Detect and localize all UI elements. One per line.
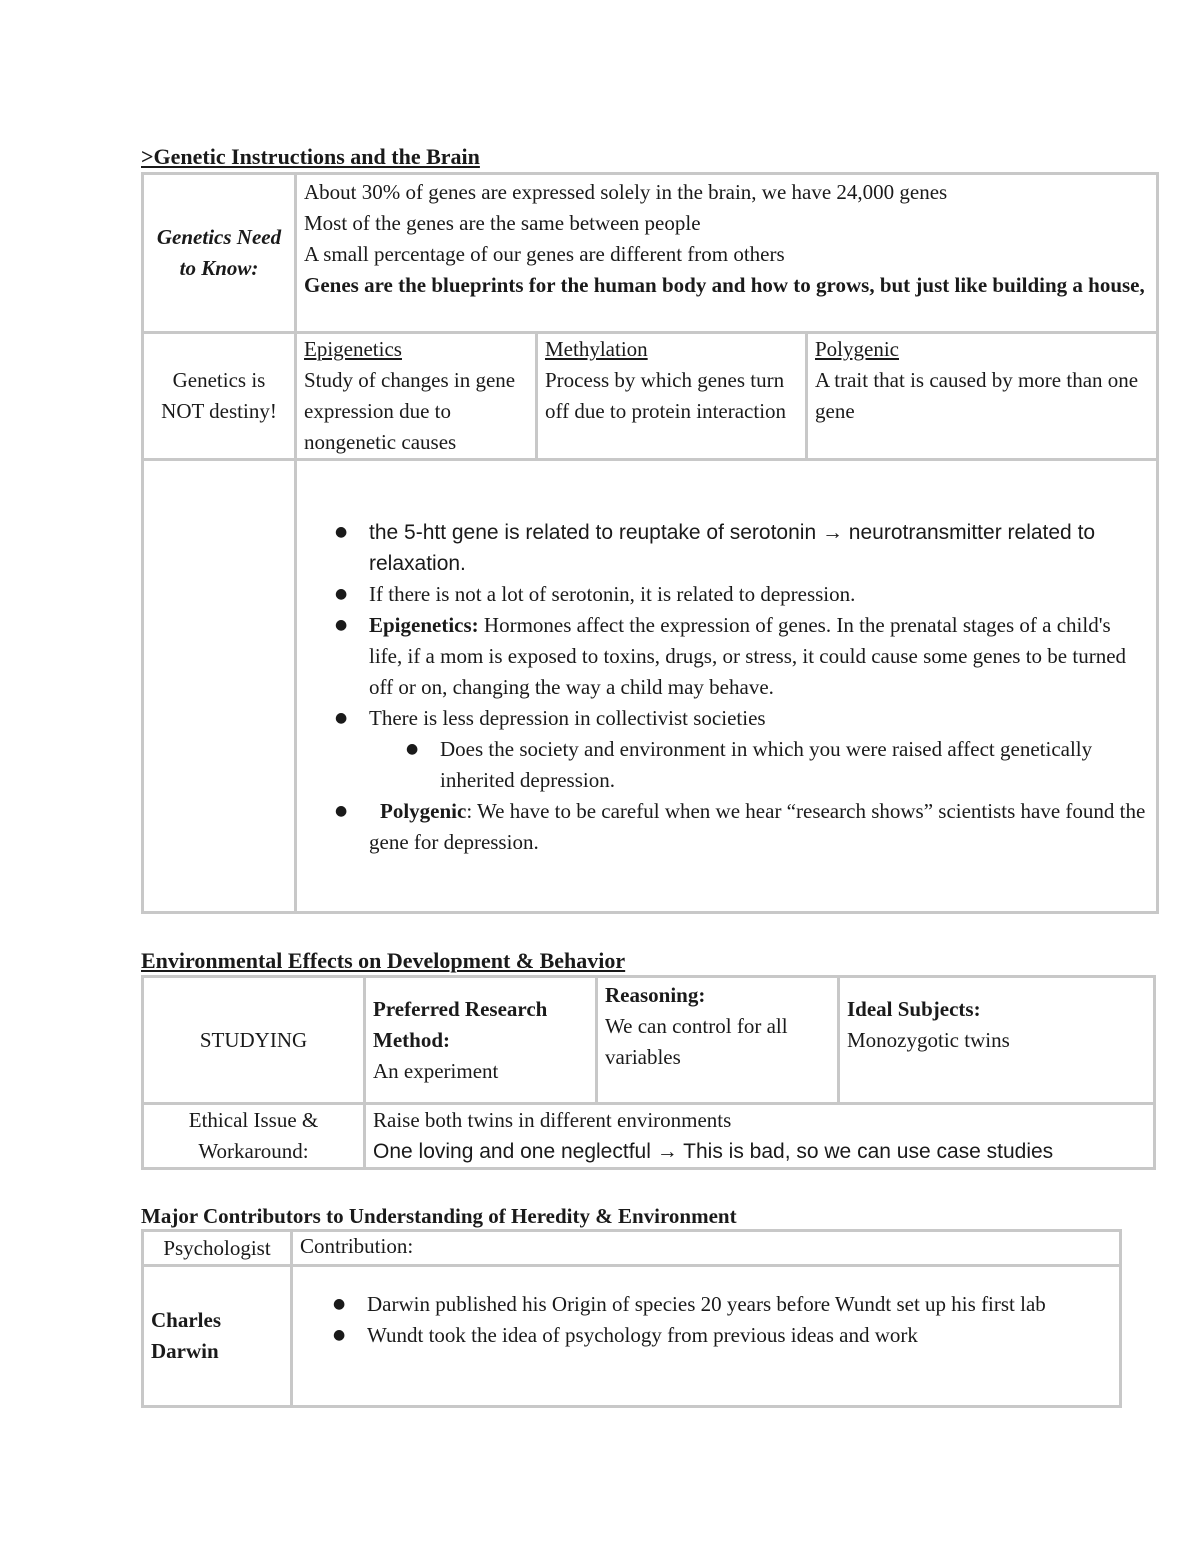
term-methylation-definition: Process by which genes turn off due to protein interaction — [545, 368, 787, 423]
method-title: Preferred Research Method: — [373, 996, 548, 1052]
contribution-list — [333, 1289, 1112, 1351]
list-item: ● Wundt took the idea of psychology from previous ideas and work — [333, 1320, 1112, 1351]
term-polygenic: Polygenic — [815, 337, 899, 361]
subjects-cell — [839, 977, 1155, 1104]
sub-bullet-list — [406, 734, 1149, 796]
list-item: ● Does the society and environment in which you were raised affect genetically inherited depression. — [406, 734, 1149, 796]
method-cell — [365, 977, 597, 1104]
reasoning-cell — [597, 977, 839, 1104]
ethical-line-1: Raise both twins in different environments — [373, 1108, 732, 1132]
bullet-epigenetics-label: Epigenetics: — [369, 613, 479, 637]
bullet-polygenic-text: : We have to be careful when we hear “research shows” scientists have found the gene for depression. — [369, 799, 1146, 854]
notes-empty-cell — [143, 460, 296, 913]
method-value: An experiment — [373, 1058, 499, 1083]
genetics-fact-2: Most of the genes are the same between people — [304, 211, 701, 235]
not-destiny-label: Genetics is NOT destiny! — [143, 333, 296, 460]
section-title-contributors: Major Contributors to Understanding of Heredity & Environment — [141, 1204, 737, 1228]
contribution-cell — [292, 1266, 1121, 1407]
term-polygenic-cell — [807, 333, 1158, 460]
psychologist-name: Charles Darwin — [143, 1266, 292, 1407]
ethical-content — [365, 1104, 1155, 1169]
col-header-psychologist: Psychologist — [143, 1231, 292, 1266]
term-methylation: Methylation — [545, 337, 648, 361]
contributors-table — [141, 1229, 1122, 1408]
notes-bullet-list — [335, 517, 1149, 858]
reasoning-title: Reasoning: — [605, 983, 706, 1007]
term-epigenetics-definition: Study of changes in gene expression due to nongenetic causes — [304, 368, 516, 454]
genetics-need-label: Genetics Need to Know: — [143, 174, 296, 333]
term-methylation-cell — [537, 333, 807, 460]
ethical-label: Ethical Issue & Workaround: — [143, 1104, 365, 1169]
genetics-need-content — [296, 174, 1158, 333]
list-item: ● If there is not a lot of serotonin, it is related to depression. — [335, 579, 1149, 610]
term-epigenetics: Epigenetics — [304, 337, 402, 361]
studying-label: STUDYING — [143, 977, 365, 1104]
term-epigenetics-cell — [296, 333, 537, 460]
genetics-fact-3: A small percentage of our genes are different from others — [304, 242, 785, 266]
bullet-collectivist-text: There is less depression in collectivist societies — [369, 706, 766, 730]
term-polygenic-definition: A trait that is caused by more than one gene — [815, 368, 1139, 423]
section-title-genetics: >Genetic Instructions and the Brain — [141, 144, 480, 169]
genetics-fact-1: About 30% of genes are expressed solely in the brain, we have 24,000 genes — [304, 180, 948, 204]
subjects-title: Ideal Subjects: — [847, 997, 981, 1021]
reasoning-value: We can control for all variables — [605, 1014, 788, 1069]
genetics-table — [141, 172, 1159, 914]
bullet-epigenetics-text: Hormones affect the expression of genes. In the prenatal stages of a child's life, if a mom is exposed to toxins, drugs, or stress, it could cause some genes to be turned off or on, changing the way a child may behave. — [369, 613, 1127, 699]
list-item: ● the 5-htt gene is related to reuptake of serotonin → neurotransmitter related to relaxation. — [335, 517, 1149, 579]
list-item: ● Darwin published his Origin of species 20 years before Wundt set up his first lab — [333, 1289, 1112, 1320]
col-header-contribution: Contribution: — [292, 1231, 1121, 1266]
subjects-value: Monozygotic twins — [847, 1028, 1010, 1052]
list-item — [335, 703, 1149, 796]
bullet-polygenic-label: Polygenic — [380, 799, 467, 823]
list-item — [335, 796, 1149, 858]
notes-cell — [296, 460, 1158, 913]
genetics-blueprint-statement: Genes are the blueprints for the human body and how to grows, but just like building a house, — [304, 273, 1145, 297]
environment-table — [141, 975, 1156, 1170]
section-title-environment: Environmental Effects on Development & Behavior — [141, 948, 626, 973]
list-item — [335, 610, 1149, 703]
ethical-line-2: One loving and one neglectful → This is bad, so we can use case studies — [373, 1140, 1054, 1163]
